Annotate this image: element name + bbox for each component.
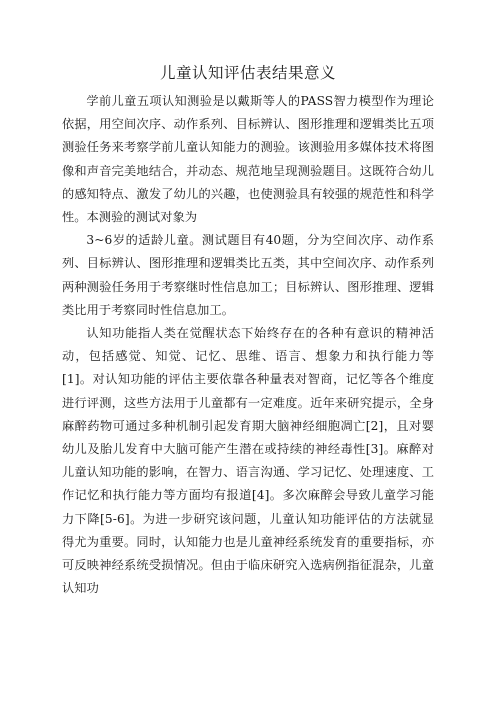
paragraph-cognitive-function: 认知功能指人类在觉醒状态下始终存在的各种有意识的精神活动，包括感觉、知觉、记忆、思维、语言、想象力和执行能力等[1]。对认知功能的评估主要依靠各种量表对智商，记忆等各个维度进行评测，这些方法用于儿童都有一定难度。近年来研究提示，全身麻醉药物可通过多种机制引起发育期大脑神经细胞凋亡[2]，且对婴幼儿及胎儿发育中大脑可能产生潜在或持续的神经毒性[3]。麻醉对儿童认知功能的影响，在智力、语言沟通、学习记忆、处理速度、工作记忆和执行能力等方面均有报道[4]。多次麻醉会导致儿童学习能力下降[5-6]。为进一步研究该问题，儿童认知功能评估的方法就显得尤为重要。同时，认知能力也是儿童神经系统发育的重要指标，亦可反映神经系统受损情况。但由于临床研究入选病例指征混杂，儿童认知功 <box>62 326 434 596</box>
paragraph-intro: 学前儿童五项认知测验是以戴斯等人的PASS智力模型作为理论依据，用空间次序、动作系列、目标辨认、图形推理和逻辑类比五项测验任务来考察学前儿童认知能力的测验。该测验用多媒体技术将图像和声音完美地结合，并动态、规范地呈现测验题目。这既符合幼儿的感知特点、激发了幼儿的兴趣，也使测验具有较强的规范性和科学性。本测验的测试对象为 <box>62 94 434 225</box>
document-title: 儿童认知评估表结果意义 <box>159 64 336 82</box>
paragraph-test-subjects: 3~6岁的适龄儿童。测试题目有40题，分为空间次序、动作系列、目标辨认、图形推理和逻辑类比五类，其中空间次序、动作系列两种测验任务用于考察继时性信息加工；目标辨认、图形推理、逻辑类比用于考察同时性信息加工。 <box>62 233 434 317</box>
